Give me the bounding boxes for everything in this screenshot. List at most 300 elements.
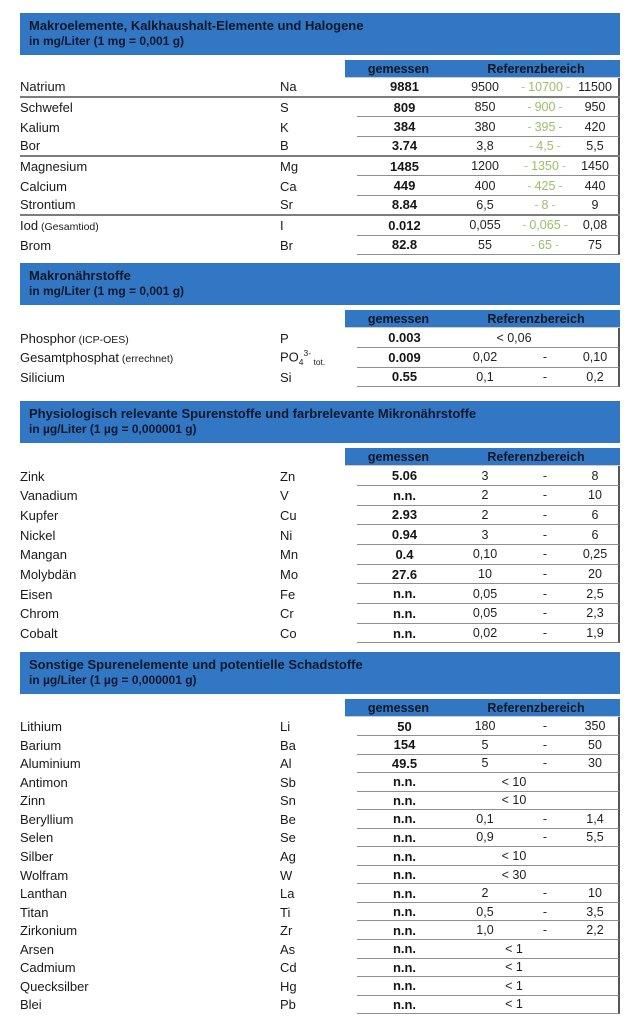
table-row bbox=[20, 328, 620, 348]
value-area bbox=[357, 486, 620, 506]
reference-mid: - bbox=[542, 507, 548, 522]
element-symbol: K bbox=[280, 119, 289, 135]
value-area bbox=[357, 884, 620, 903]
element-name bbox=[20, 528, 280, 543]
element-name bbox=[20, 488, 280, 503]
reference-max: 5,5 bbox=[586, 830, 604, 845]
reference-limit: < 10 bbox=[501, 793, 527, 808]
reference-min: 3 bbox=[481, 468, 489, 483]
element-symbol: Be bbox=[280, 811, 296, 827]
reference-min: 0,05 bbox=[472, 606, 498, 621]
measured-value: 449 bbox=[393, 178, 416, 194]
element-symbol: V bbox=[280, 488, 289, 504]
table-header-row bbox=[20, 60, 620, 78]
table-row bbox=[20, 196, 620, 216]
element-symbol: Mg bbox=[280, 159, 299, 175]
element-name bbox=[20, 830, 280, 845]
element-name bbox=[20, 159, 280, 174]
reference-min: 10 bbox=[478, 567, 492, 582]
element-symbol: W bbox=[280, 867, 293, 883]
reference-min: 0,055 bbox=[469, 218, 501, 233]
element-symbol: B bbox=[280, 138, 289, 154]
element-name-text: Arsen bbox=[20, 941, 54, 957]
reference-max: 0,08 bbox=[582, 218, 608, 233]
element-name bbox=[20, 905, 280, 920]
header-spacer bbox=[20, 448, 345, 466]
table-row bbox=[20, 921, 620, 940]
reference-min: 0,9 bbox=[476, 830, 494, 845]
reference-mid: - bbox=[542, 547, 548, 562]
section-title: Makronährstoffe bbox=[29, 268, 131, 284]
value-area bbox=[357, 157, 620, 177]
measured-value: n.n. bbox=[392, 867, 417, 883]
table-row bbox=[20, 773, 620, 792]
reference-max: 30 bbox=[588, 756, 602, 771]
element-name bbox=[20, 719, 280, 734]
reference-limit: < 1 bbox=[505, 997, 523, 1012]
header-spacer bbox=[20, 310, 345, 328]
table-row bbox=[20, 903, 620, 922]
reference-mid: - bbox=[542, 811, 548, 826]
element-name bbox=[20, 960, 280, 975]
element-symbol: Fe bbox=[280, 586, 296, 602]
element-name-text: Titan bbox=[20, 904, 49, 920]
element-name bbox=[20, 350, 280, 365]
table-row bbox=[20, 584, 620, 604]
reference-mid: - 65 - bbox=[530, 237, 560, 252]
section-schadstoffe bbox=[20, 652, 620, 1014]
measured-value: n.n. bbox=[392, 811, 417, 827]
element-symbol: Br bbox=[280, 237, 293, 253]
element-symbol: Al bbox=[280, 756, 292, 772]
reference-limit: < 1 bbox=[505, 960, 523, 975]
table-body bbox=[20, 78, 620, 255]
measured-value: 49.5 bbox=[391, 755, 418, 771]
element-name-note: (ICP-OES) bbox=[75, 333, 129, 346]
measured-value: 384 bbox=[393, 119, 416, 135]
table-row bbox=[20, 847, 620, 866]
element-name bbox=[20, 331, 280, 346]
value-area bbox=[357, 959, 620, 978]
table-row bbox=[20, 565, 620, 585]
element-name bbox=[20, 79, 280, 94]
element-name bbox=[20, 756, 280, 771]
element-name-text: Wolfram bbox=[20, 867, 69, 883]
measured-value: n.n. bbox=[392, 586, 417, 602]
header-spacer bbox=[20, 60, 345, 78]
table-row bbox=[20, 78, 620, 98]
element-symbol: Sb bbox=[280, 774, 296, 790]
measured-value: 3.74 bbox=[391, 138, 418, 154]
value-area bbox=[357, 176, 620, 196]
reference-max: 10 bbox=[588, 886, 602, 901]
element-name-text: Zinn bbox=[20, 793, 46, 809]
element-symbol: Co bbox=[280, 626, 297, 642]
reference-max: 950 bbox=[584, 100, 606, 115]
element-symbol: Mn bbox=[280, 547, 299, 563]
element-name bbox=[20, 849, 280, 864]
table-row bbox=[20, 977, 620, 996]
element-name bbox=[20, 793, 280, 808]
value-area bbox=[357, 810, 620, 829]
reference-max: 6 bbox=[591, 527, 599, 542]
value-area bbox=[357, 117, 620, 137]
table-row bbox=[20, 466, 620, 486]
value-area bbox=[357, 368, 620, 388]
element-name bbox=[20, 179, 280, 194]
reference-max: 9 bbox=[591, 197, 599, 212]
value-area bbox=[357, 624, 620, 644]
element-symbol: Sr bbox=[280, 197, 293, 213]
value-area bbox=[357, 921, 620, 940]
element-name-text: Quecksilber bbox=[20, 978, 89, 994]
table-row bbox=[20, 792, 620, 811]
column-header-reference: Referenzbereich bbox=[452, 699, 620, 717]
element-name bbox=[20, 775, 280, 790]
element-name bbox=[20, 508, 280, 523]
element-name-text: Silber bbox=[20, 849, 54, 865]
value-area bbox=[357, 565, 620, 585]
column-header-measured: gemessen bbox=[345, 60, 452, 78]
reference-limit: < 10 bbox=[501, 774, 527, 789]
reference-min: 0,02 bbox=[472, 350, 498, 365]
measured-value: n.n. bbox=[392, 848, 417, 864]
value-area bbox=[357, 196, 620, 214]
measured-value: n.n. bbox=[392, 625, 417, 641]
reference-min: 1,0 bbox=[476, 923, 494, 938]
element-name-text: Zirkonium bbox=[20, 923, 78, 939]
measured-value: n.n. bbox=[392, 959, 417, 975]
element-name-text: Eisen bbox=[20, 586, 53, 602]
reference-max: 0,25 bbox=[582, 547, 608, 562]
measured-value: n.n. bbox=[392, 829, 417, 845]
reference-min: 180 bbox=[474, 719, 496, 734]
element-name bbox=[20, 626, 280, 641]
value-area bbox=[357, 236, 620, 256]
element-name bbox=[20, 469, 280, 484]
element-name bbox=[20, 738, 280, 753]
reference-min: 5 bbox=[481, 756, 489, 771]
measured-value: 0.009 bbox=[388, 349, 421, 365]
value-area bbox=[357, 604, 620, 624]
section-banner bbox=[20, 13, 620, 55]
section-unit-subtitle: in mg/Liter (1 mg = 0,001 g) bbox=[29, 284, 185, 299]
element-name-text: Chrom bbox=[20, 606, 60, 622]
section-title: Sonstige Spurenelemente und potentielle Schadstoffe bbox=[29, 657, 363, 673]
element-symbol: S bbox=[280, 100, 289, 116]
measured-value: 8.84 bbox=[391, 197, 418, 213]
reference-mid: - bbox=[542, 923, 548, 938]
table-body bbox=[20, 328, 620, 387]
element-symbol: Zn bbox=[280, 468, 296, 484]
element-name bbox=[20, 370, 280, 385]
table-row bbox=[20, 236, 620, 256]
element-name-text: Blei bbox=[20, 997, 42, 1013]
element-name-text: Selen bbox=[20, 830, 54, 846]
reference-limit: < 1 bbox=[505, 941, 523, 956]
reference-mid: - bbox=[542, 737, 548, 752]
table-row bbox=[20, 884, 620, 903]
reference-min: 3 bbox=[481, 527, 489, 542]
reference-min: 2 bbox=[481, 507, 489, 522]
section-banner bbox=[20, 652, 620, 694]
section-unit-subtitle: in mg/Liter (1 mg = 0,001 g) bbox=[29, 34, 185, 48]
element-name-text: Antimon bbox=[20, 774, 68, 790]
reference-max: 2,3 bbox=[586, 606, 604, 621]
table-row bbox=[20, 866, 620, 885]
element-symbol: Cr bbox=[280, 606, 294, 622]
element-name bbox=[20, 606, 280, 621]
table-row bbox=[20, 736, 620, 755]
column-header-reference: Referenzbereich bbox=[452, 448, 620, 466]
reference-mid: - bbox=[542, 527, 548, 542]
element-symbol: La bbox=[280, 886, 295, 902]
element-symbol: Sn bbox=[280, 793, 296, 809]
reference-limit: < 10 bbox=[501, 849, 527, 864]
element-name-text: Iod bbox=[20, 218, 39, 234]
reference-max: 6 bbox=[591, 507, 599, 522]
value-area bbox=[357, 525, 620, 545]
element-name-text: Molybdän bbox=[20, 567, 77, 583]
reference-mid: - bbox=[542, 468, 548, 483]
reference-mid: - bbox=[542, 586, 548, 601]
reference-min: 0,02 bbox=[472, 626, 498, 641]
reference-max: 75 bbox=[588, 237, 602, 252]
element-name-text: Cobalt bbox=[20, 626, 58, 642]
reference-limit: < 30 bbox=[501, 867, 527, 882]
reference-max: 0,10 bbox=[582, 350, 608, 365]
element-symbol: Ti bbox=[280, 904, 291, 920]
measured-value: n.n. bbox=[392, 904, 417, 920]
value-area bbox=[357, 137, 620, 155]
element-symbol: As bbox=[280, 941, 296, 957]
table-body bbox=[20, 466, 620, 643]
reference-max: 1,4 bbox=[586, 811, 604, 826]
measured-value: 5.06 bbox=[391, 468, 418, 484]
column-header-measured: gemessen bbox=[345, 699, 452, 717]
table-row bbox=[20, 717, 620, 736]
element-symbol: Ni bbox=[280, 527, 293, 543]
element-name-text: Barium bbox=[20, 737, 62, 753]
element-symbol: Pb bbox=[280, 997, 296, 1013]
value-area bbox=[357, 98, 620, 118]
element-name-text: Gesamtphosphat bbox=[20, 350, 120, 366]
reference-mid: - bbox=[542, 719, 548, 734]
column-header-measured: gemessen bbox=[345, 310, 452, 328]
element-symbol: Mo bbox=[280, 567, 299, 583]
table-row bbox=[20, 624, 620, 644]
reference-min: 0,10 bbox=[472, 547, 498, 562]
reference-max: 0,2 bbox=[586, 369, 604, 384]
table-row bbox=[20, 940, 620, 959]
table-row bbox=[20, 604, 620, 624]
element-name-text: Beryllium bbox=[20, 811, 74, 827]
element-symbol: Zr bbox=[280, 923, 293, 939]
value-area bbox=[357, 847, 620, 866]
reference-max: 1,9 bbox=[586, 626, 604, 641]
reference-min: 400 bbox=[474, 178, 496, 193]
element-name bbox=[20, 238, 280, 253]
element-name bbox=[20, 812, 280, 827]
measured-value: 1485 bbox=[390, 158, 419, 174]
measured-value: 0.003 bbox=[388, 330, 421, 346]
measured-value: n.n. bbox=[392, 941, 417, 957]
element-symbol: Na bbox=[280, 79, 297, 95]
element-name-text: Cadmium bbox=[20, 960, 76, 976]
reference-mid: - bbox=[542, 756, 548, 771]
measured-value: n.n. bbox=[392, 978, 417, 994]
value-area bbox=[357, 717, 620, 736]
reference-max: 11500 bbox=[578, 79, 612, 94]
reference-mid: - bbox=[542, 567, 548, 582]
table-row bbox=[20, 996, 620, 1015]
value-area bbox=[357, 977, 620, 996]
reference-mid: - 4,5 - bbox=[529, 138, 561, 153]
value-area bbox=[357, 996, 620, 1015]
element-name-text: Phosphor bbox=[20, 330, 76, 346]
section-spurenstoffe bbox=[20, 401, 620, 643]
reference-max: 440 bbox=[584, 178, 606, 193]
section-unit-subtitle: in µg/Liter (1 µg = 0,000001 g) bbox=[29, 673, 197, 688]
table-row bbox=[20, 959, 620, 978]
table-row bbox=[20, 829, 620, 848]
reference-mid: - 425 - bbox=[527, 178, 563, 193]
measured-value: 9881 bbox=[390, 79, 419, 95]
measured-value: 154 bbox=[393, 737, 416, 753]
element-name-text: Magnesium bbox=[20, 159, 88, 175]
element-symbol: Cd bbox=[280, 960, 297, 976]
element-name-note: (Gesamtiod) bbox=[38, 221, 99, 234]
measured-value: 0.4 bbox=[395, 546, 414, 562]
element-symbol: $PO_4^{3-}$ $_{tot.}$ bbox=[280, 348, 326, 368]
reference-mid: - bbox=[542, 606, 548, 621]
section-title: Makroelemente, Kalkhaushalt-Elemente und Halogene bbox=[29, 18, 364, 33]
measured-value: 809 bbox=[393, 99, 416, 115]
reference-max: 5,5 bbox=[586, 138, 604, 153]
element-symbol: Li bbox=[280, 719, 291, 735]
reference-max: 420 bbox=[584, 119, 606, 134]
column-header-reference: Referenzbereich bbox=[452, 60, 620, 78]
value-area bbox=[357, 348, 620, 368]
value-area bbox=[357, 866, 620, 885]
value-area bbox=[357, 545, 620, 565]
value-area bbox=[357, 506, 620, 526]
table-header-row bbox=[20, 310, 620, 328]
element-name-note: (errechnet) bbox=[119, 353, 174, 366]
reference-min: 0,1 bbox=[476, 811, 494, 826]
element-name bbox=[20, 587, 280, 602]
reference-min: 3,8 bbox=[476, 138, 494, 153]
reference-mid: - 0,065 - bbox=[522, 218, 568, 233]
element-name bbox=[20, 567, 280, 582]
element-symbol: Se bbox=[280, 830, 296, 846]
element-name bbox=[20, 218, 280, 233]
reference-mid: - bbox=[542, 626, 548, 641]
table-row bbox=[20, 506, 620, 526]
reference-mid: - bbox=[542, 350, 548, 365]
value-area bbox=[357, 829, 620, 848]
element-name bbox=[20, 120, 280, 135]
reference-mid: - 900 - bbox=[527, 100, 563, 115]
value-area bbox=[357, 792, 620, 811]
table-row bbox=[20, 157, 620, 177]
element-name-text: Mangan bbox=[20, 547, 67, 563]
element-name-text: Schwefel bbox=[20, 100, 73, 116]
element-name-text: Strontium bbox=[20, 197, 76, 213]
reference-limit: < 0,06 bbox=[496, 330, 532, 345]
reference-limit: < 1 bbox=[505, 978, 523, 993]
reference-mid: - bbox=[542, 886, 548, 901]
element-name-text: Silicium bbox=[20, 369, 65, 385]
table-row bbox=[20, 486, 620, 506]
reference-mid: - 8 - bbox=[534, 197, 556, 212]
section-makroelemente bbox=[20, 13, 620, 255]
reference-min: 6,5 bbox=[476, 197, 494, 212]
element-name bbox=[20, 979, 280, 994]
element-symbol: Ba bbox=[280, 737, 296, 753]
reference-min: 2 bbox=[481, 488, 489, 503]
element-name bbox=[20, 197, 280, 212]
table-row bbox=[20, 348, 620, 368]
reference-min: 850 bbox=[474, 100, 496, 115]
measured-value: n.n. bbox=[392, 996, 417, 1012]
element-symbol: P bbox=[280, 330, 289, 346]
value-area bbox=[357, 940, 620, 959]
table-row bbox=[20, 545, 620, 565]
reference-mid: - bbox=[542, 904, 548, 919]
element-name-text: Vanadium bbox=[20, 488, 78, 504]
value-area bbox=[357, 755, 620, 774]
table-row bbox=[20, 810, 620, 829]
element-symbol: I bbox=[280, 218, 284, 234]
measured-value: 2.93 bbox=[391, 507, 418, 523]
table-row bbox=[20, 98, 620, 118]
reference-mid: - 1350 - bbox=[523, 159, 567, 174]
element-name-text: Bor bbox=[20, 138, 41, 154]
reference-max: 3,5 bbox=[586, 904, 604, 919]
element-symbol: Si bbox=[280, 369, 292, 385]
column-header-measured: gemessen bbox=[345, 448, 452, 466]
reference-max: 50 bbox=[588, 737, 602, 752]
element-name bbox=[20, 886, 280, 901]
measured-value: n.n. bbox=[392, 922, 417, 938]
element-name-text: Lithium bbox=[20, 719, 62, 735]
reference-min: 1200 bbox=[471, 159, 499, 174]
section-unit-subtitle: in µg/Liter (1 µg = 0,000001 g) bbox=[29, 422, 197, 437]
section-banner bbox=[20, 263, 620, 305]
reference-mid: - bbox=[542, 488, 548, 503]
value-area bbox=[357, 466, 620, 486]
measured-value: 27.6 bbox=[391, 566, 418, 582]
element-name bbox=[20, 923, 280, 938]
reference-mid: - 10700 - bbox=[521, 79, 571, 94]
reference-mid: - bbox=[542, 369, 548, 384]
measured-value: n.n. bbox=[392, 885, 417, 901]
table-row bbox=[20, 176, 620, 196]
reference-max: 2,5 bbox=[586, 586, 604, 601]
table-row bbox=[20, 216, 620, 236]
reference-min: 2 bbox=[481, 886, 489, 901]
element-name-text: Calcium bbox=[20, 178, 67, 194]
reference-min: 0,05 bbox=[472, 586, 498, 601]
header-spacer bbox=[20, 699, 345, 717]
table-row bbox=[20, 117, 620, 137]
table-header-row bbox=[20, 448, 620, 466]
reference-min: 0,5 bbox=[476, 904, 494, 919]
value-area bbox=[357, 216, 620, 236]
value-area bbox=[357, 328, 620, 348]
reference-min: 0,1 bbox=[476, 369, 494, 384]
